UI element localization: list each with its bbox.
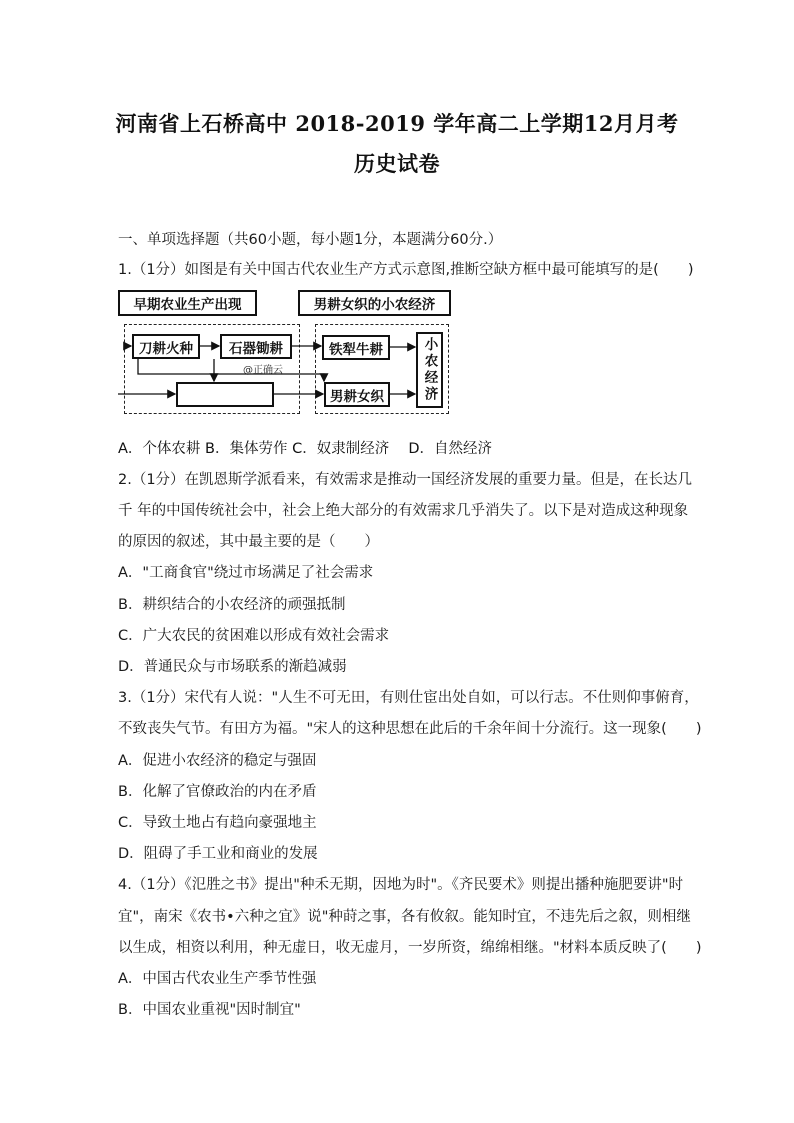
box-daogeng: 刀耕火种 [132, 334, 200, 359]
box-nangeng: 男耕女织 [324, 382, 390, 407]
question-2-stem-line1: 2.（1分）在凯恩斯学派看来，有效需求是推动一国经济发展的重要力量。但是，在长达几 [118, 472, 693, 488]
question-3-option-b: B．化解了官僚政治的内在矛盾 [118, 784, 317, 800]
question-2-stem-line2: 千 年的中国传统社会中，社会上绝大部分的有效需求几乎消失了。以下是对造成这种现象 [118, 503, 689, 519]
question-1-options: A．个体农耕 B．集体劳作 C．奴隶制经济 D．自然经济 [118, 441, 492, 457]
box-xiaonong: 小农经济 [416, 332, 443, 408]
question-4-stem-line1: 4.（1分）《氾胜之书》提出"种禾无期，因地为时"。《齐民要术》则提出播种施肥要讲"时 [118, 877, 684, 893]
diagram-right-header: 男耕女织的小农经济 [298, 290, 451, 316]
box-tieli: 铁犁牛耕 [322, 335, 390, 360]
diagram-arrows [118, 290, 458, 418]
question-3-stem-line1: 3.（1分）宋代有人说："人生不可无田，有则仕宦出处自如，可以行志。不仕则仰事俯育， [118, 690, 699, 706]
question-2-option-a: A．"工商食官"绕过市场满足了社会需求 [118, 565, 374, 581]
question-2-option-c: C．广大农民的贫困难以形成有效社会需求 [118, 628, 390, 644]
diagram-left-header: 早期农业生产出现 [118, 290, 257, 316]
watermark-text: @正确云 [243, 365, 283, 376]
question-1-stem: 1.（1分）如图是有关中国古代农业生产方式示意图,推断空缺方框中最可能填写的是( ) [118, 262, 694, 278]
question-4-option-b: B．中国农业重视"因时制宜" [118, 1002, 301, 1018]
question-2-option-d: D．普通民众与市场联系的渐趋减弱 [118, 659, 347, 675]
question-3-option-d: D．阻碍了手工业和商业的发展 [118, 846, 318, 862]
question-3-option-c: C．导致土地占有趋向豪强地主 [118, 815, 317, 831]
question-3-option-a: A．促进小农经济的稳定与强固 [118, 753, 317, 769]
question-4-option-a: A．中国古代农业生产季节性强 [118, 971, 317, 987]
page-title-line1: 河南省上石桥高中 2018-2019 学年高二上学期12月月考 [115, 111, 679, 136]
question-2-stem-line3: 的原因的叙述，其中最主要的是（ ） [118, 534, 379, 550]
agriculture-diagram [118, 290, 458, 418]
page-title-line2: 历史试卷 [354, 151, 440, 176]
box-shiqi: 石器锄耕 [220, 334, 292, 359]
question-4-stem-line2: 宜"，南宋《农书•六种之宜》说"种莳之事，各有攸叙。能知时宜，不违先后之叙，则相继 [118, 909, 691, 925]
question-2-option-b: B．耕织结合的小农经济的顽强抵制 [118, 597, 346, 613]
question-3-stem-line2: 不致丧失气节。有田方为福。"宋人的这种思想在此后的千余年间十分流行。这一现象( ) [118, 721, 702, 737]
section-heading: 一、单项选择题（共60小题，每小题1分，本题满分60分.） [118, 232, 503, 248]
question-4-stem-line3: 以生成，相资以利用，种无虚日，收无虚月，一岁所资，绵绵相继。"材料本质反映了( ) [118, 940, 702, 956]
